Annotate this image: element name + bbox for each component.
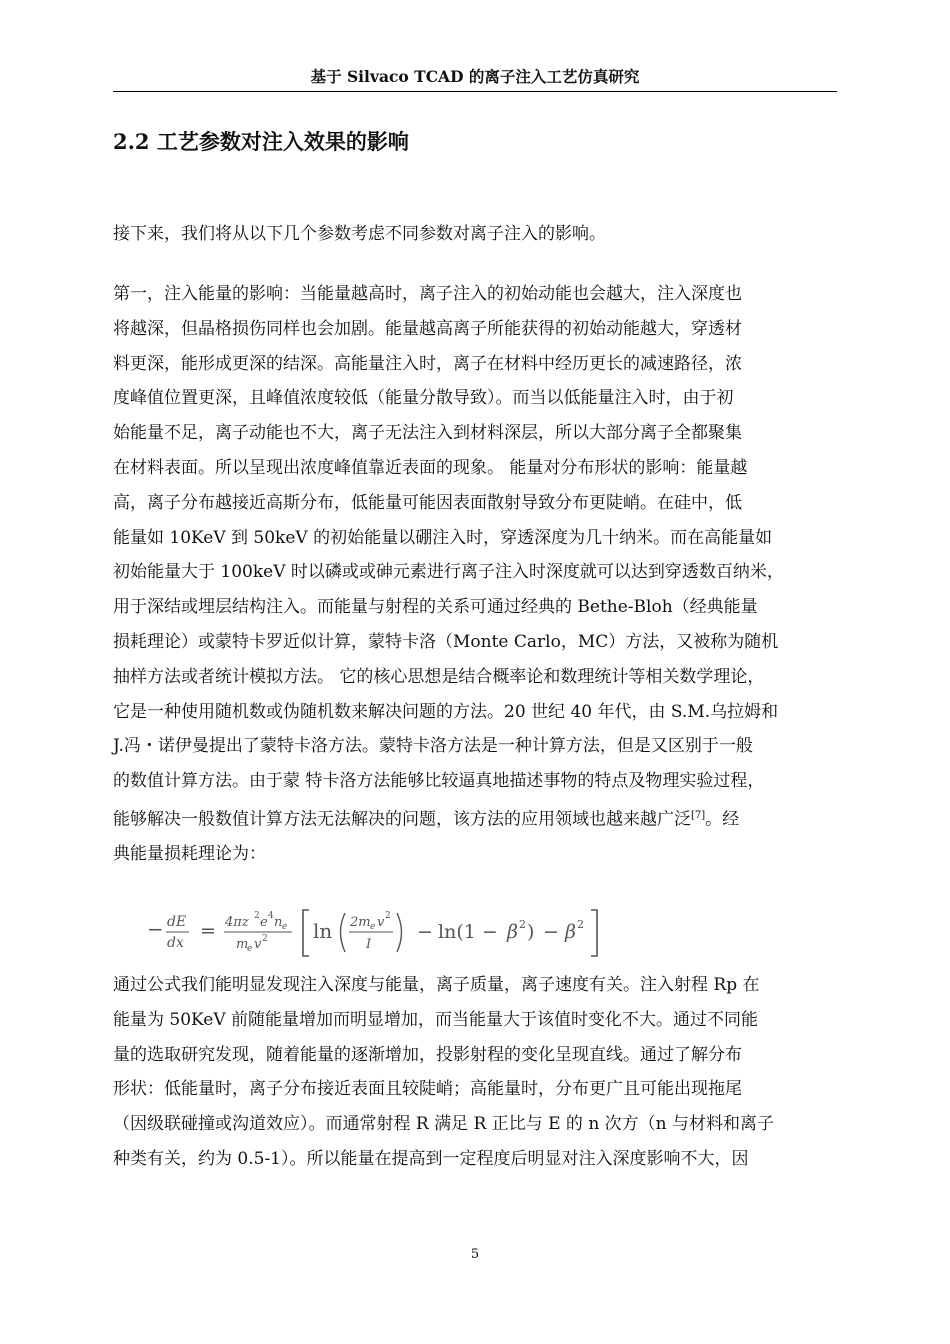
text-line: 它是一种使用随机数或伪随机数来解决问题的方法。20 世纪 40 年代，由 S.M.乌拉姆和 [113,701,779,722]
formula-exp: 2 [385,911,391,921]
formula-ln-term: ln(1 − [438,921,498,943]
formula-close: ) [527,921,535,943]
citation-ref: [7] [691,809,706,821]
text-line: 度峰值位置更深，且峰值浓度较低（能量分散导致）。而当以低能量注入时，由于初 [113,388,734,409]
formula-exp: 2 [254,911,260,921]
formula-minus: − [543,921,559,943]
formula-n: n [274,915,283,930]
page-number: 5 [470,1247,480,1262]
analysis-paragraph [113,968,837,1177]
text-line: 量的选取研究发现，随着能量的逐渐增加，投影射程的变化呈现直线。通过了解分布 [113,1044,742,1065]
text-line: 用于深结或埋层结构注入。而能量与射程的关系可通过经典的 Bethe-Bloh（经典能量 [113,597,758,618]
formula-equals: = [200,920,216,942]
text-line: 始能量不足，离子动能也不大，离子无法注入到材料深层，所以大部分离子全都聚集 [113,423,742,444]
text-line: 损耗理论）或蒙特卡罗近似计算，蒙特卡洛（Monte Carlo，MC）方法，又被称为随机 [113,631,779,652]
formula-minus: − [417,921,433,943]
text-segment: 能够解决一般数值计算方法无法解决的问题，该方法的应用领域也越来越广泛 [113,809,691,830]
text-line: 种类有关，约为 0.5-1）。所以能量在提高到一定程度后明显对注入深度影响不大，因 [113,1148,749,1169]
energy-loss-formula [145,902,625,960]
text-line: 的数值计算方法。由于蒙 特卡洛方法能够比较逼真地描述事物的特点及物理实验过程， [113,771,765,792]
right-paren [397,913,402,952]
formula-sub: e [247,944,253,954]
formula-minus: − [147,917,164,941]
left-bracket [303,910,309,956]
formula-dE: dE [167,914,187,930]
formula-beta: β [507,921,518,943]
formula-ln: ln [313,919,333,943]
text-line: J.冯・诺伊曼提出了蒙特卡洛方法。蒙特卡洛方法是一种计算方法，但是又区别于一般 [113,736,753,757]
text-line: 料更深，能形成更深的结深。高能量注入时，离子在材料中经历更长的减速路径，浓 [113,353,742,374]
text-line: 典能量损耗理论为： [113,844,266,865]
formula-exp: 4 [268,911,274,921]
formula-4piz: 4πz [225,915,249,930]
text-line: 能量如 10KeV 到 50keV 的初始能量以硼注入时，穿透深度为几十纳米。而在高能量如 [113,527,773,548]
text-line: 将越深，但晶格损伤同样也会加剧。能量越高离子所能获得的初始动能越大，穿透材 [113,318,742,339]
formula-v: v [254,937,262,952]
section-title: 2.2 工艺参数对注入效果的影响 [113,129,409,154]
energy-paragraph [113,277,837,872]
formula-I: I [366,937,372,952]
formula-beta: β [565,921,576,943]
text-line: 能量为 50KeV 前随能量增加而明显增加，而当能量大于该值时变化不大。通过不同能 [113,1009,759,1030]
text-line: （因级联碰撞或沟道效应）。而通常射程 R 满足 R 正比与 E 的 n 次方（n 与材料和离子 [113,1114,775,1135]
header-divider [113,91,837,92]
formula-dx: dx [167,935,184,951]
text-line: 高，离子分布越接近高斯分布，低能量可能因表面散射导致分布更陡峭。在硅中，低 [113,492,742,513]
left-paren [341,913,346,952]
formula-e: e [260,915,268,930]
text-line: 抽样方法或者统计模拟方法。 它的核心思想是结合概率论和数理统计等相关数学理论， [113,666,765,687]
text-line-with-citation [113,799,837,837]
formula-v: v [377,915,385,930]
right-bracket [591,910,597,956]
formula-exp: 2 [519,918,526,931]
text-line: 通过公式我们能明显发现注入深度与能量，离子质量，离子速度有关。注入射程 Rp 在 [113,975,760,995]
formula-exp: 2 [262,934,268,944]
intro-paragraph [113,217,837,252]
text-line: 初始能量大于 100keV 时以磷或或砷元素进行离子注入时深度就可以达到穿透数百纳米， [113,562,784,583]
running-header: 基于 Silvaco TCAD 的离子注入工艺仿真研究 [310,67,640,86]
formula-sub: e [282,922,288,932]
text-line: 在材料表面。所以呈现出浓度峰值靠近表面的现象。 能量对分布形状的影响：能量越 [113,457,748,478]
formula-2m: 2m [350,915,371,930]
text-segment: 。经 [705,809,740,830]
formula-exp: 2 [577,918,584,931]
text-line: 形状：低能量时，离子分布接近表面且较陡峭；高能量时，分布更广且可能出现拖尾 [113,1079,742,1100]
formula-m: m [236,937,249,952]
text-line: 第一，注入能量的影响：当能量越高时，离子注入的初始动能也会越大，注入深度也 [113,284,742,304]
formula-sub: e [370,922,376,932]
text-line: 接下来，我们将从以下几个参数考虑不同参数对离子注入的影响。 [113,224,606,244]
